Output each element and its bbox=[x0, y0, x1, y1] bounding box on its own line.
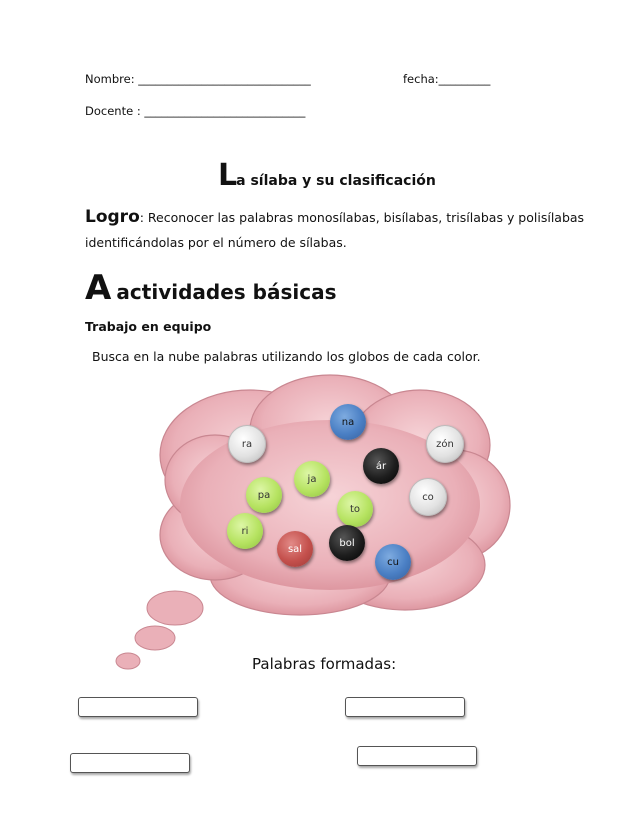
balloon-ar: ár bbox=[363, 448, 399, 484]
balloon-ri: ri bbox=[227, 513, 263, 549]
instruction-text: Busca en la nube palabras utilizando los globos de cada color. bbox=[92, 349, 481, 364]
title-text: a sílaba y su clasificación bbox=[236, 173, 436, 189]
logro-label: Logro bbox=[85, 207, 140, 227]
balloon-cu: cu bbox=[375, 544, 411, 580]
balloon-zon: zón bbox=[426, 425, 464, 463]
logro-text-2: identificándolas por el número de sílabas. bbox=[85, 235, 347, 250]
fecha-field[interactable]: fecha:_________ bbox=[403, 72, 491, 86]
balloon-pa: pa bbox=[246, 477, 282, 513]
answer-box-3[interactable] bbox=[70, 753, 190, 773]
activities-initial: A bbox=[85, 268, 112, 308]
answer-box-1[interactable] bbox=[78, 697, 198, 717]
balloon-co: co bbox=[409, 478, 447, 516]
docente-field[interactable]: Docente : ____________________________ bbox=[85, 104, 306, 118]
balloon-ja: ja bbox=[294, 461, 330, 497]
balloon-to: to bbox=[337, 491, 373, 527]
answer-box-4[interactable] bbox=[357, 746, 477, 766]
balloon-sal: sal bbox=[277, 531, 313, 567]
answer-box-2[interactable] bbox=[345, 697, 465, 717]
balloon-bol: bol bbox=[329, 525, 365, 561]
title-initial: L bbox=[218, 158, 237, 193]
balloon-ra: ra bbox=[228, 425, 266, 463]
nombre-field[interactable]: Nombre: ______________________________ bbox=[85, 72, 311, 86]
activities-title: actividades básicas bbox=[116, 280, 337, 304]
balloon-na: na bbox=[330, 404, 366, 440]
trabajo-subheading: Trabajo en equipo bbox=[85, 319, 212, 334]
palabras-formadas-label: Palabras formadas: bbox=[252, 655, 397, 673]
logro-text-1: : Reconocer las palabras monosílabas, bisílabas, trisílabas y polisílabas bbox=[139, 210, 585, 225]
